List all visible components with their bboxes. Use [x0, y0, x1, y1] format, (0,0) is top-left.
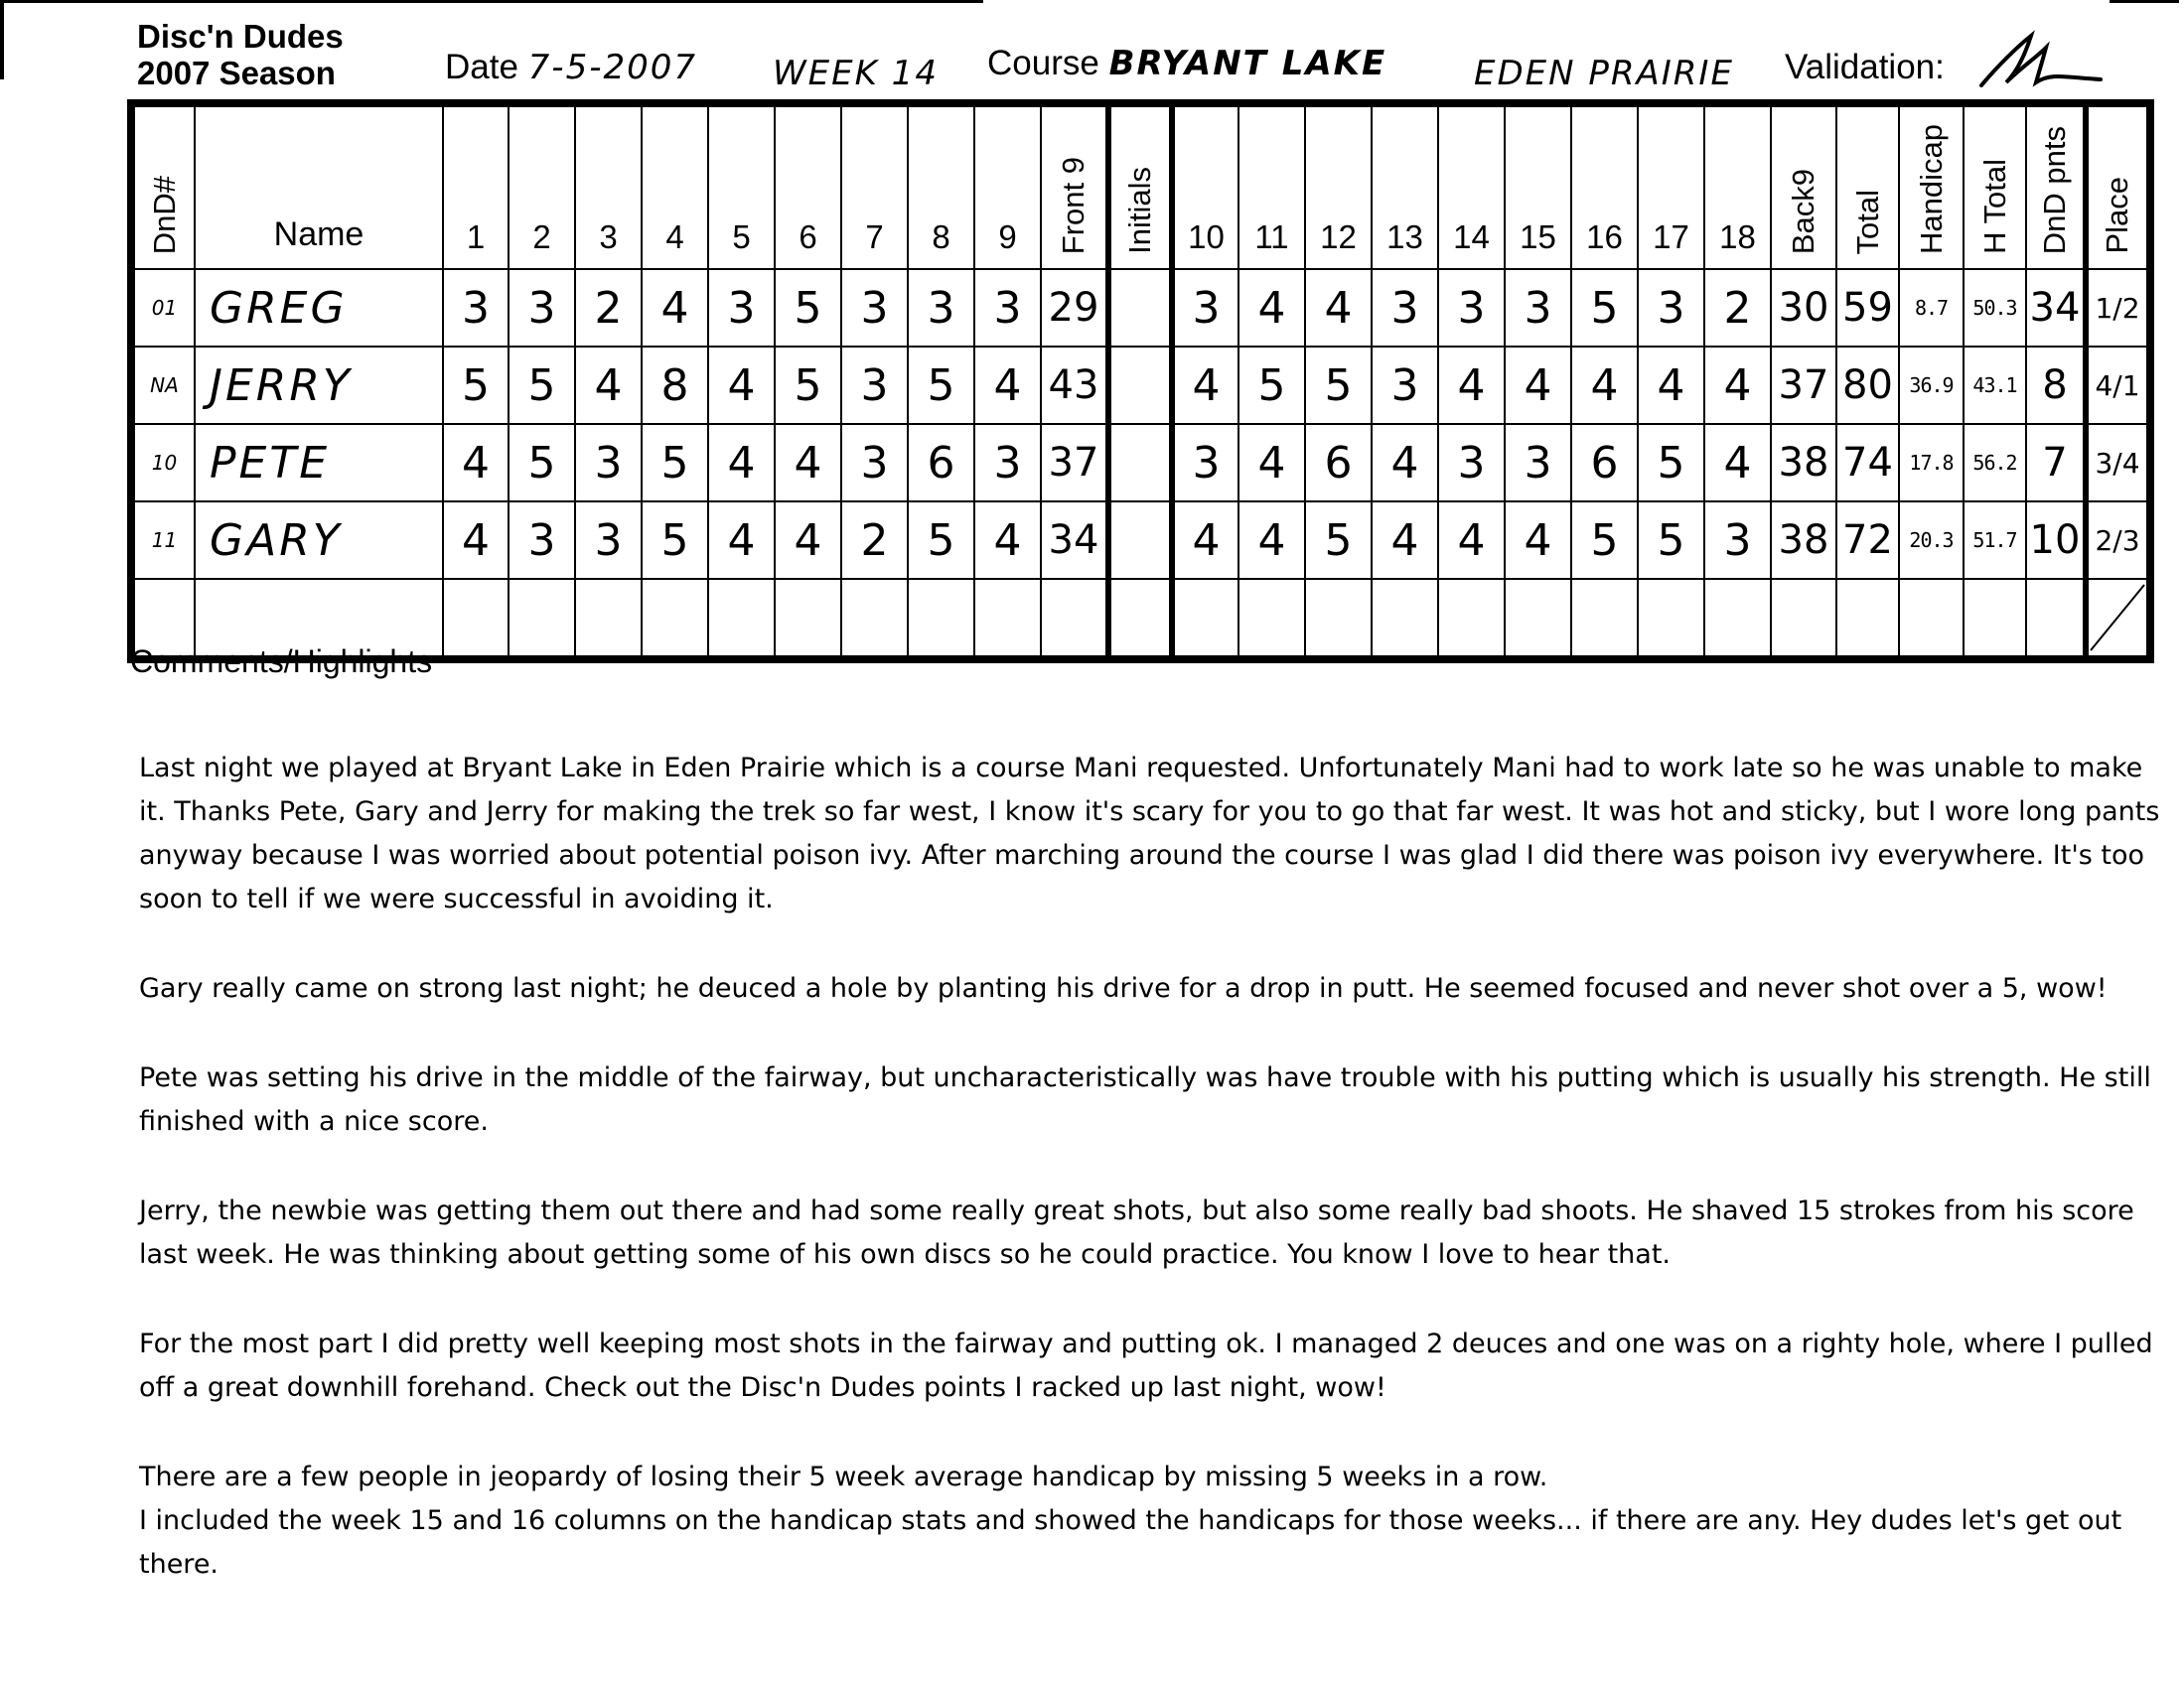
col-header-hole-15: 15: [1505, 103, 1571, 269]
hole-score: 6: [908, 424, 974, 501]
score-table: [127, 99, 2154, 663]
hole-score: 4: [775, 501, 841, 579]
place-value: 2/3: [2086, 501, 2150, 579]
place-empty-cell: [2086, 579, 2150, 659]
hole-score: 5: [642, 501, 708, 579]
hole-score: 4: [1238, 501, 1305, 579]
comment-paragraph: Jerry, the newbie was getting them out there and had some really great shots, but also some really bad shoots. He shaved 15 strokes from his score last week. He was thinking about getting some of his own discs so he could practice. You know I love to hear that.: [139, 1195, 2134, 1270]
front9-score: 29: [1041, 269, 1108, 347]
dnd-points: 8: [2026, 347, 2086, 424]
col-header-place: Place: [2086, 103, 2150, 269]
front9-score: 34: [1041, 501, 1108, 579]
hole-score: 4: [1305, 269, 1372, 347]
handicap-value: 36.9: [1899, 347, 1964, 424]
hole-score: 4: [1571, 347, 1638, 424]
total-score: 59: [1836, 269, 1899, 347]
empty-cell: [708, 579, 775, 659]
hole-score: 4: [974, 347, 1041, 424]
col-header-initials: Initials: [1108, 103, 1172, 269]
city-value: EDEN PRAIRIE: [1474, 54, 1734, 93]
col-header-hole-2: 2: [509, 103, 575, 269]
empty-cell: [1571, 579, 1638, 659]
scan-edge-mark-right: [2110, 0, 2179, 3]
hole-score: 6: [1305, 424, 1372, 501]
league-name: Disc'n Dudes: [137, 18, 344, 55]
comment-paragraph: Last night we played at Bryant Lake in Eden Prairie which is a course Mani requested. Unfortunately Mani had to work late so he was unable to make it. Thanks Pete, Gary and Jerry for making the trek so far west, I know it's scary for you to go that far west. It was hot and sticky, but I wore long pants anyway because I was worried about potential poison ivy. After marching around the course I was glad I did there was poison ivy everywhere. It's too soon to tell if we were successful in avoiding it.: [139, 753, 2160, 914]
total-score: 74: [1836, 424, 1899, 501]
hole-score: 5: [908, 347, 974, 424]
hole-score: 3: [974, 269, 1041, 347]
total-score: 80: [1836, 347, 1899, 424]
hole-score: 5: [1305, 347, 1372, 424]
hole-score: 4: [1438, 347, 1505, 424]
col-header-hole-17: 17: [1638, 103, 1704, 269]
empty-cell: [1372, 579, 1438, 659]
hole-score: 4: [1505, 501, 1571, 579]
col-header-name: Name: [195, 103, 443, 269]
hole-score: 8: [642, 347, 708, 424]
hole-score: 4: [1238, 424, 1305, 501]
hole-score: 3: [708, 269, 775, 347]
comment-paragraph: Gary really came on strong last night; he deuced a hole by planting his drive for a drop in putt. He seemed focused and never shot over a 5, wow!: [139, 973, 2108, 1004]
course-value: BRYANT LAKE: [1108, 44, 1387, 83]
col-header-hole-9: 9: [974, 103, 1041, 269]
empty-cell: [1108, 579, 1172, 659]
col-header-dnd: DnD#: [131, 103, 195, 269]
hole-score: 3: [575, 424, 642, 501]
hole-score: 4: [443, 501, 509, 579]
place-value: 3/4: [2086, 424, 2150, 501]
hole-score: 6: [1571, 424, 1638, 501]
hole-score: 5: [509, 424, 575, 501]
hole-score: 5: [1571, 501, 1638, 579]
hole-score: 3: [509, 501, 575, 579]
empty-cell: [908, 579, 974, 659]
empty-cell: [1638, 579, 1704, 659]
hole-score: 4: [642, 269, 708, 347]
hole-score: 4: [1505, 347, 1571, 424]
col-header-hole-11: 11: [1238, 103, 1305, 269]
col-header-hole-10: 10: [1172, 103, 1238, 269]
col-header-hole-8: 8: [908, 103, 974, 269]
hole-score: 3: [1505, 424, 1571, 501]
course-field: [987, 44, 1386, 83]
hole-score: 3: [509, 269, 575, 347]
col-header-hole-4: 4: [642, 103, 708, 269]
back9-score: 38: [1771, 424, 1836, 501]
hole-score: 4: [1372, 501, 1438, 579]
hole-score: 4: [708, 501, 775, 579]
col-header-handicap: Handicap: [1899, 103, 1964, 269]
empty-cell: [642, 579, 708, 659]
hole-score: 4: [1638, 347, 1704, 424]
col-header-hole-13: 13: [1372, 103, 1438, 269]
hole-score: 4: [1438, 501, 1505, 579]
htotal-value: 43.1: [1964, 347, 2026, 424]
hole-score: 3: [974, 424, 1041, 501]
player-id: 10: [131, 424, 195, 501]
hole-score: 5: [908, 501, 974, 579]
player-name: GARY: [195, 501, 443, 579]
dnd-points: 7: [2026, 424, 2086, 501]
date-field: [445, 48, 697, 87]
handicap-value: 17.8: [1899, 424, 1964, 501]
initials-cell: [1108, 269, 1172, 347]
hole-score: 4: [575, 347, 642, 424]
col-header-hole-6: 6: [775, 103, 841, 269]
comments-title: Comments/Highlights: [130, 643, 433, 679]
empty-cell: [1704, 579, 1771, 659]
hole-score: 2: [1704, 269, 1771, 347]
hole-score: 4: [1704, 424, 1771, 501]
htotal-value: 51.7: [1964, 501, 2026, 579]
initials-cell: [1108, 424, 1172, 501]
hole-score: 5: [1305, 501, 1372, 579]
empty-cell: [841, 579, 908, 659]
col-header-front9: Front 9: [1041, 103, 1108, 269]
hole-score: 5: [775, 347, 841, 424]
htotal-value: 50.3: [1964, 269, 2026, 347]
hole-score: 3: [1372, 269, 1438, 347]
season-label: 2007 Season: [137, 55, 336, 91]
col-header-hole-1: 1: [443, 103, 509, 269]
hole-score: 5: [509, 347, 575, 424]
hole-score: 3: [841, 269, 908, 347]
empty-cell: [2026, 579, 2086, 659]
col-header-hole-18: 18: [1704, 103, 1771, 269]
col-header-dndpnts: DnD pnts: [2026, 103, 2086, 269]
scan-edge-mark-left: [0, 0, 4, 79]
front9-score: 43: [1041, 347, 1108, 424]
hole-score: 4: [708, 347, 775, 424]
hole-score: 3: [1505, 269, 1571, 347]
place-value: 1/2: [2086, 269, 2150, 347]
empty-cell: [575, 579, 642, 659]
player-id: 01: [131, 269, 195, 347]
empty-cell: [1899, 579, 1964, 659]
validation-label: Validation:: [1785, 48, 1945, 86]
table-row-empty: [131, 579, 2150, 659]
place-value: 4/1: [2086, 347, 2150, 424]
hole-score: 4: [974, 501, 1041, 579]
back9-score: 30: [1771, 269, 1836, 347]
table-row: [131, 269, 2150, 347]
player-id: NA: [131, 347, 195, 424]
col-header-htotal: H Total: [1964, 103, 2026, 269]
col-header-hole-16: 16: [1571, 103, 1638, 269]
comment-paragraph: Pete was setting his drive in the middle of the fairway, but uncharacteristically was have trouble with his putting which is usually his strength. He still finished with a nice score.: [139, 1062, 2151, 1137]
col-header-hole-7: 7: [841, 103, 908, 269]
hole-score: 5: [775, 269, 841, 347]
hole-score: 3: [443, 269, 509, 347]
col-header-hole-12: 12: [1305, 103, 1372, 269]
week-value: WEEK 14: [773, 54, 939, 93]
hole-score: 4: [443, 424, 509, 501]
player-name: JERRY: [195, 347, 443, 424]
hole-score: 4: [1704, 347, 1771, 424]
empty-cell: [974, 579, 1041, 659]
initials-cell: [1108, 501, 1172, 579]
empty-cell: [1305, 579, 1372, 659]
hole-score: 4: [1172, 501, 1238, 579]
empty-cell: [1172, 579, 1238, 659]
hole-score: 3: [841, 347, 908, 424]
empty-cell: [509, 579, 575, 659]
comment-paragraph: There are a few people in jeopardy of losing their 5 week average handicap by missing 5 weeks in a row.: [139, 1462, 1548, 1492]
table-header-row: [131, 103, 2150, 269]
empty-cell: [1041, 579, 1108, 659]
col-header-hole-3: 3: [575, 103, 642, 269]
hole-score: 4: [1372, 424, 1438, 501]
col-header-total: Total: [1836, 103, 1899, 269]
hole-score: 3: [1172, 424, 1238, 501]
player-name: GREG: [195, 269, 443, 347]
hole-score: 5: [1238, 347, 1305, 424]
empty-cell: [775, 579, 841, 659]
empty-cell: [1238, 579, 1305, 659]
hole-score: 2: [575, 269, 642, 347]
date-value: 7-5-2007: [527, 48, 697, 87]
hole-score: 5: [443, 347, 509, 424]
hole-score: 3: [1372, 347, 1438, 424]
scan-edge-mark-top: [0, 0, 983, 3]
player-id: 11: [131, 501, 195, 579]
hole-score: 5: [642, 424, 708, 501]
col-header-hole-14: 14: [1438, 103, 1505, 269]
course-label: Course: [987, 44, 1099, 82]
table-row: [131, 501, 2150, 579]
empty-cell: [1438, 579, 1505, 659]
empty-cell: [443, 579, 509, 659]
table-row: [131, 424, 2150, 501]
slash-icon: [2089, 583, 2146, 652]
hole-score: 3: [1172, 269, 1238, 347]
hole-score: 5: [1571, 269, 1638, 347]
col-header-hole-5: 5: [708, 103, 775, 269]
front9-score: 37: [1041, 424, 1108, 501]
hole-score: 4: [708, 424, 775, 501]
hole-score: 3: [908, 269, 974, 347]
empty-cell: [1771, 579, 1836, 659]
hole-score: 3: [841, 424, 908, 501]
empty-cell: [1505, 579, 1571, 659]
comments-body: [139, 747, 2165, 1632]
hole-score: 2: [841, 501, 908, 579]
handicap-value: 8.7: [1899, 269, 1964, 347]
hole-score: 3: [1438, 269, 1505, 347]
col-header-back9: Back9: [1771, 103, 1836, 269]
player-name: PETE: [195, 424, 443, 501]
hole-score: 5: [1638, 424, 1704, 501]
dnd-points: 10: [2026, 501, 2086, 579]
empty-cell: [1964, 579, 2026, 659]
hole-score: 3: [1704, 501, 1771, 579]
back9-score: 37: [1771, 347, 1836, 424]
date-label: Date: [445, 48, 518, 86]
comment-paragraph: For the most part I did pretty well keeping most shots in the fairway and putting ok. I managed 2 deuces and one was on a righty hole, where I pulled off a great downhill forehand. Check out the Disc'n Dudes points I racked up last night, wow!: [139, 1329, 2153, 1403]
comment-paragraph: I included the week 15 and 16 columns on the handicap stats and showed the handicaps for those weeks... if there are any. Hey dudes let's get out there.: [139, 1505, 2122, 1580]
hole-score: 3: [1438, 424, 1505, 501]
initials-cell: [1108, 347, 1172, 424]
hole-score: 4: [1238, 269, 1305, 347]
league-title: [137, 18, 344, 91]
table-row: [131, 347, 2150, 424]
validation-signature-icon: [1976, 28, 2106, 97]
hole-score: 4: [775, 424, 841, 501]
hole-score: 4: [1172, 347, 1238, 424]
hole-score: 5: [1638, 501, 1704, 579]
back9-score: 38: [1771, 501, 1836, 579]
empty-cell: [1836, 579, 1899, 659]
htotal-value: 56.2: [1964, 424, 2026, 501]
hole-score: 3: [575, 501, 642, 579]
handicap-value: 20.3: [1899, 501, 1964, 579]
dnd-points: 34: [2026, 269, 2086, 347]
total-score: 72: [1836, 501, 1899, 579]
hole-score: 3: [1638, 269, 1704, 347]
